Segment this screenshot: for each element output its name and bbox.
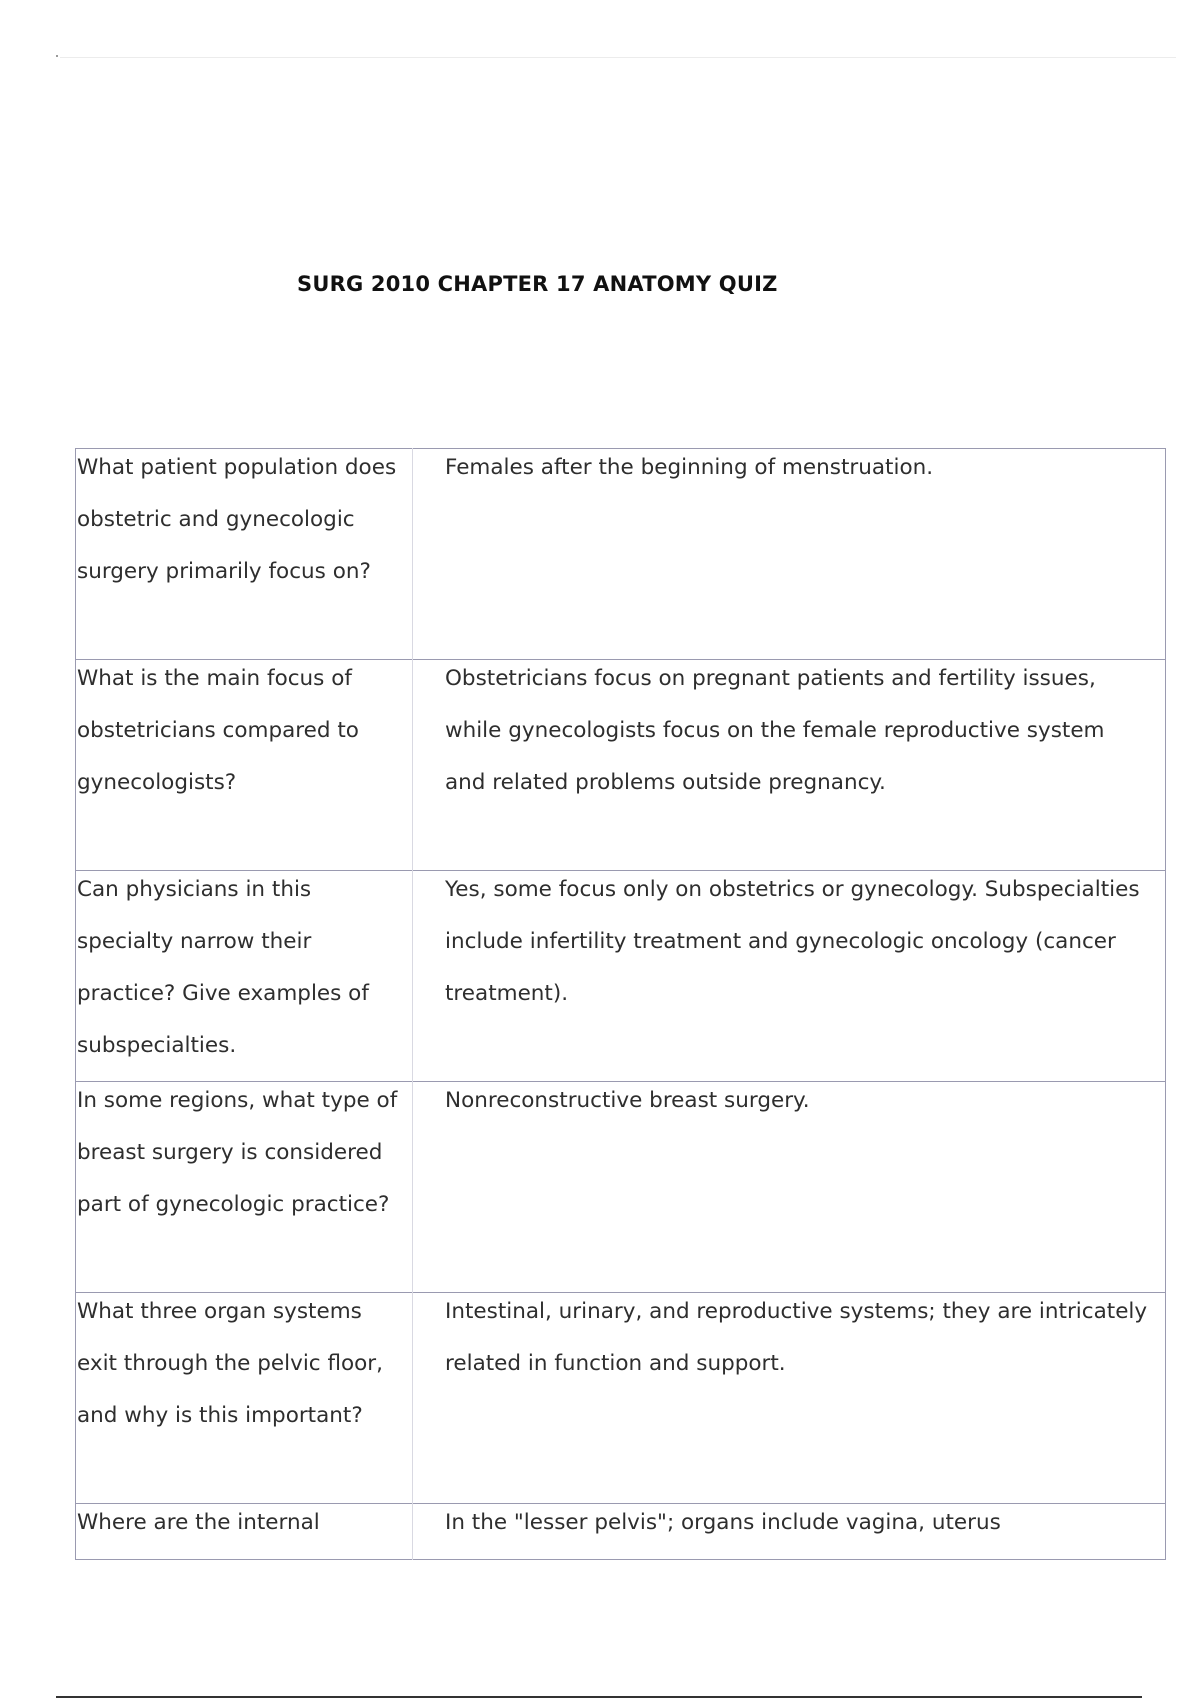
answer-text: Yes, some focus only on obstetrics or gynecology. Subspecialties include infertility treatment and gynecologic oncology (cancer treatment). xyxy=(445,877,1140,1006)
answer-cell xyxy=(413,871,1166,1082)
answer-text: Intestinal, urinary, and reproductive systems; they are intricately related in function and support. xyxy=(445,1299,1148,1376)
answer-text: Nonreconstructive breast surgery. xyxy=(445,1088,810,1113)
answer-cell xyxy=(413,1504,1166,1560)
question-cell xyxy=(76,660,413,871)
question-text: Where are the internal xyxy=(77,1510,320,1535)
question-cell xyxy=(76,1082,413,1293)
question-cell xyxy=(76,871,413,1082)
answer-text: Females after the beginning of menstruation. xyxy=(445,455,934,480)
question-text: What is the main focus of obstetricians compared to gynecologists? xyxy=(77,666,359,795)
header-rule xyxy=(60,57,1176,58)
question-cell xyxy=(76,449,413,660)
footer-rule xyxy=(56,1696,1142,1698)
answer-cell xyxy=(413,449,1166,660)
question-text: What three organ systems exit through the pelvic floor, and why is this important? xyxy=(77,1299,383,1428)
page-title: SURG 2010 CHAPTER 17 ANATOMY QUIZ xyxy=(297,272,778,296)
answer-cell xyxy=(413,1293,1166,1504)
question-text: Can physicians in this specialty narrow their practice? Give examples of subspecialties. xyxy=(77,877,369,1058)
question-cell xyxy=(76,1293,413,1504)
page-corner-mark xyxy=(56,55,58,57)
question-text: What patient population does obstetric and gynecologic surgery primarily focus on? xyxy=(77,455,397,584)
question-text: In some regions, what type of breast surgery is considered part of gynecologic practice? xyxy=(77,1088,398,1217)
table-row xyxy=(76,1504,1166,1560)
table-row xyxy=(76,660,1166,871)
question-cell xyxy=(76,1504,413,1560)
table-row xyxy=(76,1293,1166,1504)
answer-cell xyxy=(413,660,1166,871)
answer-text: In the "lesser pelvis"; organs include vagina, uterus xyxy=(445,1510,1001,1535)
answer-cell xyxy=(413,1082,1166,1293)
table-row xyxy=(76,1082,1166,1293)
qa-table xyxy=(75,448,1166,1560)
answer-text: Obstetricians focus on pregnant patients and fertility issues, while gynecologists focus on the female reproductive system and related problems outside pregnancy. xyxy=(445,666,1105,795)
table-row xyxy=(76,449,1166,660)
table-row xyxy=(76,871,1166,1082)
